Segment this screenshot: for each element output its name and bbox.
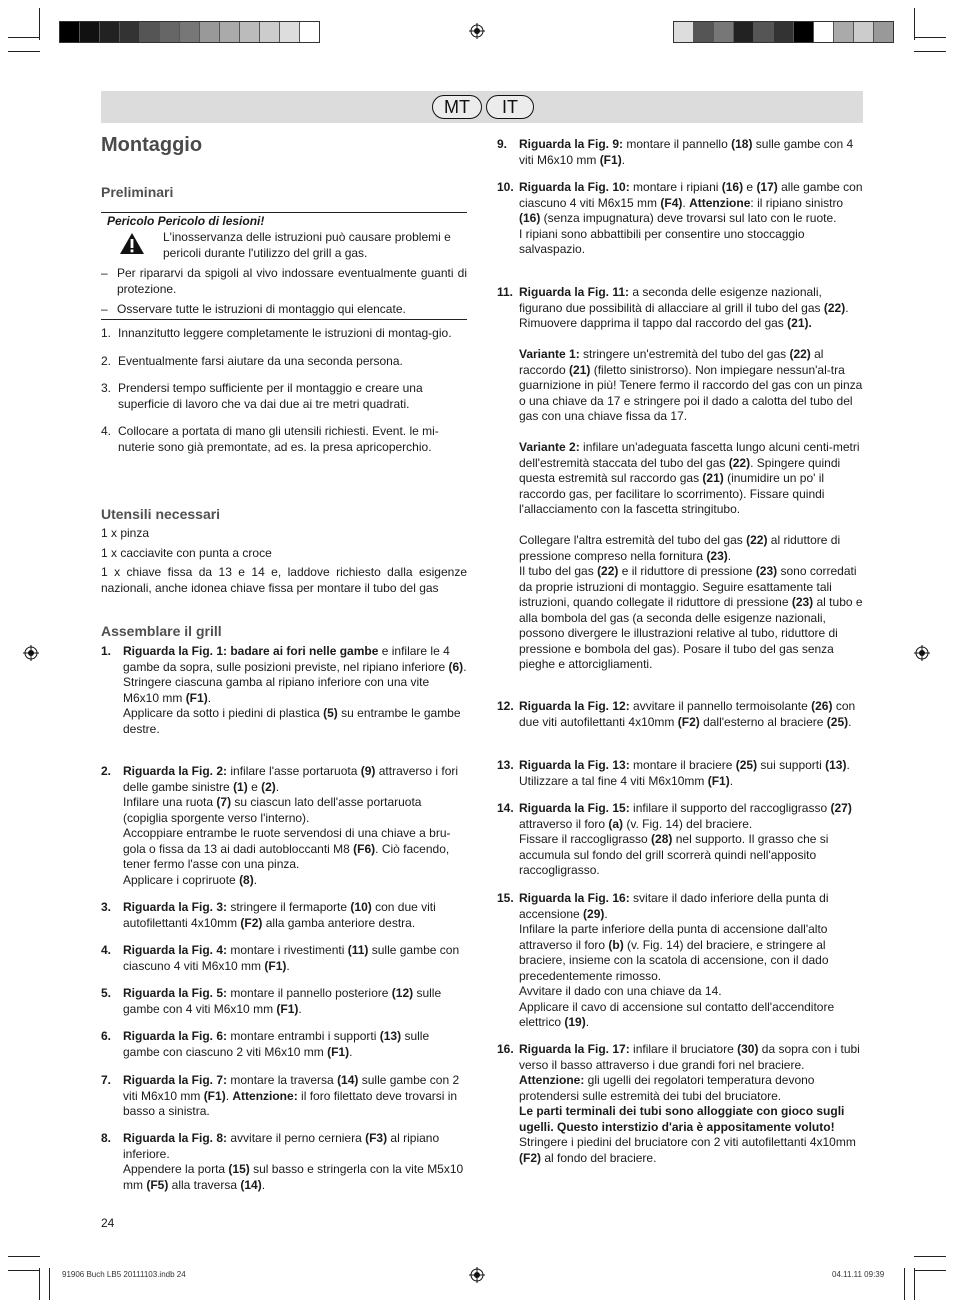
- assembly-step: [101, 986, 467, 1017]
- color-swatch: [674, 22, 694, 42]
- step-bold-run: (F1): [707, 773, 730, 788]
- color-swatch: [734, 22, 754, 42]
- assembly-step: [101, 1131, 467, 1193]
- step-number: 11.: [497, 285, 514, 299]
- step-bold-run: Attenzione:: [232, 1088, 298, 1103]
- step-text-run: alla gamba anteriore destra.: [262, 915, 416, 930]
- step-paragraph: [123, 900, 467, 931]
- step-bold-run: (7): [216, 795, 232, 809]
- step-text-run: .: [621, 152, 626, 167]
- color-swatch: [160, 22, 180, 42]
- color-swatch: [834, 22, 854, 42]
- preliminari-list: [101, 326, 467, 455]
- step-paragraph: [519, 758, 863, 789]
- step-text-run: (v. Fig. 14) del braciere.: [623, 816, 753, 831]
- color-swatch: [280, 22, 300, 42]
- step-text-run: .: [298, 1001, 302, 1016]
- step-text-run: (v. Fig. 14) del braciere, e stringere al braciere, insieme con la scatola di accensione, con il dado precedentemente rimosso.: [519, 937, 829, 983]
- list-item: 1. Innanzitutto leggere completamente le istruzioni di montag-gio.: [101, 326, 452, 340]
- step-bold-run: Riguarda la Fig. 8:: [123, 1131, 228, 1145]
- step-bold-run: (22): [789, 347, 811, 361]
- step-bold-run: (14): [337, 1073, 359, 1087]
- step-text-run: . Spingere quindi questa estremità sul raccordo gas: [519, 455, 841, 485]
- step-text-run: .: [225, 1088, 233, 1103]
- step-bold-run: (5): [323, 706, 338, 720]
- step-bold-run: Riguarda la Fig. 1: badare ai fori nelle gambe: [123, 644, 379, 658]
- step-text-run: (senza impugnatura) deve trovarsi sul lato con le ruote.: [540, 211, 837, 225]
- step-text-run: alla traversa: [168, 1177, 241, 1192]
- step-text-run: .: [349, 1044, 353, 1059]
- step-text-run: Collegare l'altra estremità del tubo del gas: [519, 533, 747, 547]
- step-text-run: e: [247, 779, 262, 794]
- step-bold-run: (6): [448, 659, 464, 674]
- step-text-run: .: [286, 958, 290, 973]
- step-text-run: montare il braciere: [629, 758, 736, 772]
- color-swatch: [240, 22, 260, 42]
- step-text-run: .: [727, 548, 732, 563]
- step-bold-run: (22): [728, 455, 751, 470]
- step-paragraph: [123, 795, 467, 826]
- step-bold-run: (F1): [264, 958, 287, 973]
- step-bold-run: (23): [706, 548, 728, 563]
- step-text-run: infilare il bruciatore: [629, 1042, 738, 1056]
- warning-text: L'inosservanza delle istruzioni può causare problemi e pericoli durante l'utilizzo del grill a gas.: [163, 230, 451, 260]
- step-text-run: montare entrambi i supporti: [227, 1029, 380, 1043]
- color-swatch: [714, 22, 734, 42]
- step-text-run: Avvitare il dado con una chiave da 14.: [519, 984, 722, 998]
- page-number: 24: [101, 1216, 115, 1230]
- step-text-run: attraverso il foro: [519, 816, 609, 831]
- step-text-run: . Utilizzare a tal fine 4 viti M6x10mm: [519, 758, 850, 788]
- step-text-run: (filetto sinistrorso). Non impiegare nessun'al-tra guarnizione in più! Tenere fermo il raccordo del gas con un pinza o una chiave da 17 e stringere poi il dado a calotta del tubo del gas con una chiave fissa da 17.: [519, 362, 863, 423]
- step-paragraph: [519, 533, 863, 564]
- step-text-run: I ripiani sono abbattibili per consentire uno stoccaggio salvaspazio.: [519, 226, 805, 256]
- color-swatch: [754, 22, 774, 42]
- warning-box: [101, 212, 467, 320]
- assembly-step: [497, 180, 863, 258]
- assembly-step: [497, 758, 863, 789]
- step-paragraph: [519, 1073, 863, 1104]
- step-bold-run: (29): [583, 906, 605, 921]
- step-paragraph: [123, 1073, 467, 1120]
- step-text-run: Applicare da sotto i piedini di plastica: [123, 706, 324, 720]
- step-paragraph: [519, 1104, 863, 1135]
- assembly-step: [101, 943, 467, 974]
- step-bold-run: (17): [756, 180, 778, 194]
- registration-mark-icon: [469, 23, 485, 39]
- step-text-run: su entrambe le gambe destre.: [123, 706, 461, 736]
- step-number: 5.: [101, 986, 112, 1000]
- step-bold-run: (11): [347, 943, 369, 957]
- step-bold-run: Riguarda la Fig. 16:: [519, 891, 630, 905]
- section-heading-preliminari: Preliminari: [101, 184, 174, 200]
- step-text-run: al ripiano inferiore.: [123, 1131, 440, 1161]
- language-tag-mt: MT: [432, 95, 482, 119]
- step-number: 7.: [101, 1073, 112, 1087]
- step-paragraph: [519, 180, 863, 227]
- step-text-run: Fissare il raccogligrasso: [519, 832, 652, 846]
- assembly-step: [497, 699, 863, 730]
- step-paragraph: [123, 1131, 467, 1162]
- warning-triangle-icon: [119, 232, 145, 255]
- step-text-run: Applicare i copriruote: [123, 872, 240, 887]
- step-text-run: infilare un'adeguata fascetta lungo alcuni centi-metri dell'estremità staccata del tubo del gas: [519, 440, 860, 470]
- step-text-run: .: [682, 195, 690, 210]
- step-bold-run: (8): [239, 872, 254, 887]
- step-bold-run: Riguarda la Fig. 12:: [519, 699, 630, 713]
- step-bold-run: (F1): [327, 1044, 350, 1059]
- step-paragraph: [519, 440, 863, 518]
- list-item: 3. Prendersi tempo sufficiente per il montaggio e creare una superficie di lavoro che va dai due ai tre metri quadrati.: [101, 381, 423, 411]
- color-swatch: [220, 22, 240, 42]
- step-text-run: da sopra con i tubi verso il basso attraverso i due grandi fori nel braciere.: [519, 1042, 860, 1072]
- footer-date-time: 04.11.11 09:39: [832, 1270, 885, 1279]
- step-number: 15.: [497, 891, 514, 905]
- step-bold-run: (F3): [365, 1131, 388, 1145]
- color-swatch: [874, 22, 893, 42]
- step-text-run: stringere un'estremità del tubo del gas: [579, 347, 790, 361]
- color-swatch: [694, 22, 714, 42]
- step-text-run: montare i rivestimenti: [227, 943, 348, 957]
- step-bold-run: (30): [737, 1042, 759, 1056]
- step-text-run: montare i ripiani: [629, 180, 722, 194]
- step-text-run: gli ugelli dei regolatori temperatura devono protendersi sulle estremità dei tubi del bruciatore.: [519, 1073, 815, 1103]
- color-swatch: [200, 22, 220, 42]
- registration-mark-icon: [469, 1267, 485, 1283]
- step-paragraph: [519, 332, 863, 348]
- color-swatch: [120, 22, 140, 42]
- step-bold-run: Riguarda la Fig. 9:: [519, 137, 624, 151]
- assembly-step: [101, 1073, 467, 1120]
- step-text-run: montare la traversa: [227, 1073, 338, 1087]
- step-text-run: Il tubo del gas: [519, 564, 598, 578]
- assembly-step: [497, 801, 863, 879]
- step-text-run: svitare il dado inferiore della punta di accensione: [519, 891, 829, 921]
- step-bold-run: (F2): [240, 915, 263, 930]
- step-bold-run: Le parti terminali dei tubi sono alloggiate con gioco sugli ugelli. Questo interstizio d'aria è appositamente voluto!: [519, 1104, 845, 1134]
- color-swatch: [180, 22, 200, 42]
- step-paragraph: [123, 1162, 467, 1193]
- assembly-step: [497, 137, 863, 168]
- step-text-run: montare il pannello: [623, 137, 732, 151]
- step-number: 3.: [101, 900, 112, 914]
- step-bold-run: (F1): [599, 152, 622, 167]
- step-text-run: al raccordo: [519, 347, 824, 377]
- step-bold-run: (F1): [185, 690, 208, 705]
- step-text-run: a seconda delle esigenze nazionali, figurano due possibilità di allacciare al grill il tubo del gas: [519, 285, 824, 315]
- step-text-run: montare il pannello posteriore: [227, 986, 392, 1000]
- step-text-run: .: [585, 1015, 590, 1029]
- registration-mark-icon: [914, 645, 930, 661]
- step-text-run: sulle gambe con 2 viti M6x10 mm: [123, 1073, 460, 1103]
- step-text-run: .: [848, 714, 852, 729]
- step-text-run: Stringere i piedini del bruciatore con 2 viti autofilettanti 4x10mm: [519, 1135, 856, 1149]
- step-text-run: infilare l'asse portaruota: [227, 764, 361, 778]
- step-bold-run: Riguarda la Fig. 4:: [123, 943, 228, 957]
- step-bold-run: (F6): [353, 841, 376, 856]
- step-paragraph: [519, 1042, 863, 1073]
- step-paragraph: [123, 1029, 467, 1060]
- step-bold-run: (F4): [660, 195, 683, 210]
- step-bold-run: (21): [569, 362, 591, 377]
- step-text-run: Infilare una ruota: [123, 795, 217, 809]
- step-bold-run: (18): [731, 137, 753, 151]
- step-text-run: Accoppiare entrambe le ruote servendosi di una chiave a bru-gola o fissa da 13 ai dadi autobloccanti M8: [123, 826, 451, 856]
- color-swatch: [814, 22, 834, 42]
- step-text-run: .: [207, 690, 212, 705]
- step-paragraph: [519, 984, 863, 1000]
- step-text-run: nel supporto. Il grasso che si accumula sul fondo del grill scorrerà quindi nell'apposito raccogligrasso.: [519, 832, 829, 877]
- footer-file-info: 91906 Buch LB5 20111103.indb 24: [62, 1270, 186, 1279]
- step-text-run: sul basso e stringerla con la vite M5x10 mm: [123, 1162, 464, 1192]
- step-bold-run: Riguarda la Fig. 17:: [519, 1042, 630, 1056]
- step-bold-run: (14): [240, 1177, 262, 1192]
- step-paragraph: [519, 425, 863, 441]
- step-bold-run: Riguarda la Fig. 11:: [519, 285, 630, 299]
- assembly-step: [101, 900, 467, 931]
- step-paragraph: [123, 675, 467, 706]
- step-bold-run: (2): [261, 779, 276, 794]
- list-item: 2. Eventualmente farsi aiutare da una seconda persona.: [101, 353, 403, 368]
- step-paragraph: [123, 644, 467, 675]
- step-number: 14.: [497, 801, 514, 815]
- step-text-run: .: [261, 1177, 266, 1192]
- step-bold-run: (F2): [677, 714, 700, 729]
- step-bold-run: Variante 2:: [519, 440, 580, 454]
- step-text-run: Appendere la porta: [123, 1162, 229, 1176]
- list-item: 1 x cacciavite con punta a croce: [101, 545, 272, 560]
- step-bold-run: (F1): [203, 1088, 226, 1103]
- step-text-run: e il riduttore di pressione: [618, 564, 756, 578]
- step-number: 1.: [101, 644, 112, 658]
- step-text-run: sulle gambe con 4 viti M6x10 mm: [519, 137, 854, 167]
- list-item: 4. Collocare a portata di mano gli utensili richiesti. Event. le mi-nuterie sono già premontate, ad es. la presa apricoperchio.: [101, 424, 439, 454]
- step-text-run: su ciascun lato dell'asse portaruota (copiglia sporgente verso l'interno).: [123, 795, 422, 825]
- step-text-run: con due viti autofilettanti 4x10mm: [123, 900, 436, 930]
- step-bold-run: Riguarda la Fig. 13:: [519, 758, 630, 772]
- step-number: 10.: [497, 180, 514, 194]
- step-text-run: al riduttore di pressione compreso nella fornitura: [519, 533, 841, 563]
- language-band: [101, 91, 863, 123]
- step-bold-run: (F2): [519, 1150, 541, 1165]
- list-item: 1 x pinza: [101, 526, 150, 540]
- step-bold-run: Attenzione: [689, 195, 751, 210]
- step-bold-run: (13): [379, 1029, 402, 1043]
- step-paragraph: [519, 699, 863, 730]
- language-tag-it: IT: [486, 95, 534, 119]
- step-bold-run: Riguarda la Fig. 6:: [123, 1029, 228, 1043]
- step-text-run: con due viti autofilettanti 4x10mm: [519, 699, 856, 729]
- color-swatch: [300, 22, 319, 42]
- step-bold-run: (25): [735, 758, 758, 772]
- step-text-run: sui supporti: [757, 758, 826, 772]
- step-bold-run: (27): [830, 801, 852, 815]
- step-bold-run: Riguarda la Fig. 5:: [123, 986, 228, 1000]
- section-heading-utensili: Utensili necessari: [101, 506, 221, 522]
- step-text-run: il foro filettato deve trovarsi in basso a sinistra.: [123, 1088, 458, 1118]
- color-swatch: [140, 22, 160, 42]
- step-paragraph: [123, 764, 467, 795]
- step-bold-run: (15): [228, 1162, 250, 1176]
- step-paragraph: [123, 986, 467, 1017]
- step-paragraph: [519, 564, 863, 673]
- step-bold-run: Riguarda la Fig. 7:: [123, 1073, 228, 1087]
- step-bold-run: (9): [360, 764, 376, 778]
- color-swatch: [774, 22, 794, 42]
- step-text-run: avvitare il pannello termoisolante: [629, 699, 812, 713]
- step-bold-run: (21): [702, 471, 724, 485]
- color-swatch: [80, 22, 100, 42]
- step-paragraph: [123, 943, 467, 974]
- step-text-run: al tubo e alla bombola del gas (a seconda delle esigenze nazionali, possono divergere le illustrazioni relative al tubo, riduttore di pressione e bombola del gas). Posare il tubo del gas senza pieghe e attorcigliamenti.: [519, 595, 863, 671]
- step-text-run: al fondo del braciere.: [541, 1150, 657, 1165]
- step-paragraph: [519, 922, 863, 984]
- step-number: 4.: [101, 943, 112, 957]
- step-bold-run: (23): [755, 564, 778, 578]
- step-bold-run: (a): [608, 816, 624, 831]
- step-text-run: infilare il supporto del raccogligrasso: [629, 801, 831, 815]
- step-text-run: e infilare le 4 gambe da sopra, sulle posizioni previste, nel ripiano inferiore: [123, 644, 450, 674]
- step-bold-run: (22): [746, 533, 768, 547]
- step-bold-run: (12): [391, 986, 414, 1000]
- step-bold-run: Riguarda la Fig. 2:: [123, 764, 228, 778]
- step-number: 2.: [101, 764, 112, 778]
- step-text-run: . Rimuovere dapprima il tappo dal raccordo del gas: [519, 300, 849, 330]
- step-text-run: alle gambe con ciascuno 4 viti M6x15 mm: [519, 180, 863, 210]
- step-text-run: sono corredati da proprie istruzioni di montaggio. Seguire esattamente tali istruzioni, quando collegate il riduttore di pressione: [519, 564, 857, 609]
- step-paragraph: [519, 832, 863, 879]
- step-paragraph: [519, 1135, 863, 1166]
- step-paragraph: [123, 873, 467, 889]
- assembly-step: [497, 285, 863, 673]
- step-text-run: sulle gambe con ciascuno 4 viti M6x10 mm: [123, 943, 460, 973]
- step-bold-run: (16): [519, 211, 541, 225]
- step-paragraph: [519, 801, 863, 832]
- step-bold-run: Riguarda la Fig. 10:: [519, 180, 630, 194]
- step-bold-run: (26): [811, 699, 833, 713]
- step-text-run: .: [729, 773, 734, 788]
- step-text-run: e: [743, 180, 757, 194]
- step-bold-run: (b): [608, 937, 624, 952]
- step-text-run: .: [275, 779, 280, 794]
- warning-heading: Pericolo Pericolo di lesioni!: [107, 214, 265, 228]
- step-bold-run: (21).: [787, 316, 812, 330]
- step-text-run: (inumidire un po' il raccordo gas, per facilitare lo scorrimento). Fissare quindi l'allacciamento con la fascetta stringitubo.: [519, 471, 825, 516]
- step-text-run: attraverso i fori delle gambe sinistre: [123, 764, 459, 794]
- step-text-run: . Ciò facendo, tener fermo l'asse con una pinza.: [123, 841, 450, 871]
- step-bold-run: Riguarda la Fig. 15:: [519, 801, 630, 815]
- step-paragraph: [519, 891, 863, 922]
- color-swatch: [100, 22, 120, 42]
- step-bold-run: (25): [826, 714, 849, 729]
- step-bold-run: (13): [825, 758, 847, 772]
- registration-mark-icon: [23, 645, 39, 661]
- assembly-step: [497, 891, 863, 1031]
- step-number: 6.: [101, 1029, 112, 1043]
- warning-bullet: – Osservare tutte le istruzioni di montaggio qui elencate.: [101, 302, 406, 316]
- step-text-run: Applicare il cavo di accensione sul contatto dell'accenditore elettrico: [519, 999, 835, 1029]
- assembly-step: [497, 1042, 863, 1166]
- step-text-run: stringere il fermaporte: [227, 900, 351, 914]
- step-bold-run: (F5): [146, 1177, 169, 1192]
- assembly-step: [101, 1029, 467, 1060]
- step-text-run: Stringere ciascuna gamba al ripiano inferiore con una vite M6x10 mm: [123, 675, 430, 705]
- step-text-run: sulle gambe con ciascuno 2 viti M6x10 mm: [123, 1029, 430, 1059]
- color-bar-left: [59, 21, 320, 43]
- step-paragraph: [519, 137, 863, 168]
- step-paragraph: [519, 285, 863, 332]
- step-paragraph: [123, 826, 467, 873]
- step-text-run: .: [463, 659, 467, 674]
- step-text-run: dall'esterno al braciere: [699, 714, 827, 729]
- step-text-run: .: [253, 872, 258, 887]
- color-bar-right: [673, 21, 894, 43]
- warning-bullet: – Per ripararvi da spigoli al vivo indossare eventualmente guanti di protezione.: [101, 266, 467, 296]
- step-paragraph: [123, 706, 467, 737]
- step-bold-run: (23): [791, 595, 814, 609]
- step-paragraph: [519, 347, 863, 425]
- step-bold-run: (28): [651, 832, 673, 846]
- step-bold-run: Attenzione:: [519, 1073, 585, 1087]
- step-bold-run: (19): [564, 1015, 586, 1029]
- step-paragraph: [519, 227, 863, 258]
- page-title: Montaggio: [101, 134, 203, 156]
- step-number: 9.: [497, 137, 508, 151]
- step-bold-run: (22): [597, 564, 619, 578]
- step-text-run: sulle gambe con 4 viti M6x10 mm: [123, 986, 442, 1016]
- step-number: 12.: [497, 699, 514, 713]
- step-bold-run: (1): [233, 779, 248, 794]
- step-text-run: .: [604, 906, 608, 921]
- step-number: 16.: [497, 1042, 514, 1056]
- assembly-step: [101, 764, 467, 888]
- step-bold-run: (10): [350, 900, 372, 914]
- step-paragraph: [519, 518, 863, 534]
- step-bold-run: (16): [721, 180, 744, 194]
- color-swatch: [260, 22, 280, 42]
- step-text-run: : il ripiano sinistro: [750, 195, 844, 210]
- step-number: 13.: [497, 758, 514, 772]
- step-bold-run: (F1): [276, 1001, 299, 1016]
- section-heading-assemblare: Assemblare il grill: [101, 623, 222, 639]
- utensili-list: [101, 526, 467, 596]
- color-swatch: [60, 22, 80, 42]
- step-bold-run: (22): [823, 300, 846, 315]
- step-number: 8.: [101, 1131, 112, 1145]
- step-text-run: avvitare il perno cerniera: [227, 1131, 366, 1145]
- color-swatch: [854, 22, 874, 42]
- step-text-run: Infilare la parte inferiore della punta di accensione dall'alto attraverso il foro: [519, 922, 828, 952]
- step-bold-run: Riguarda la Fig. 3:: [123, 900, 228, 914]
- list-item: 1 x chiave fissa da 13 e 14 e, laddove richiesto dalla esigenze nazionali, anche idonea chiave fissa per montare il tubo del gas: [101, 565, 467, 595]
- step-bold-run: Variante 1:: [519, 347, 580, 361]
- step-paragraph: [519, 1000, 863, 1031]
- color-swatch: [794, 22, 814, 42]
- assembly-step: [101, 644, 467, 737]
